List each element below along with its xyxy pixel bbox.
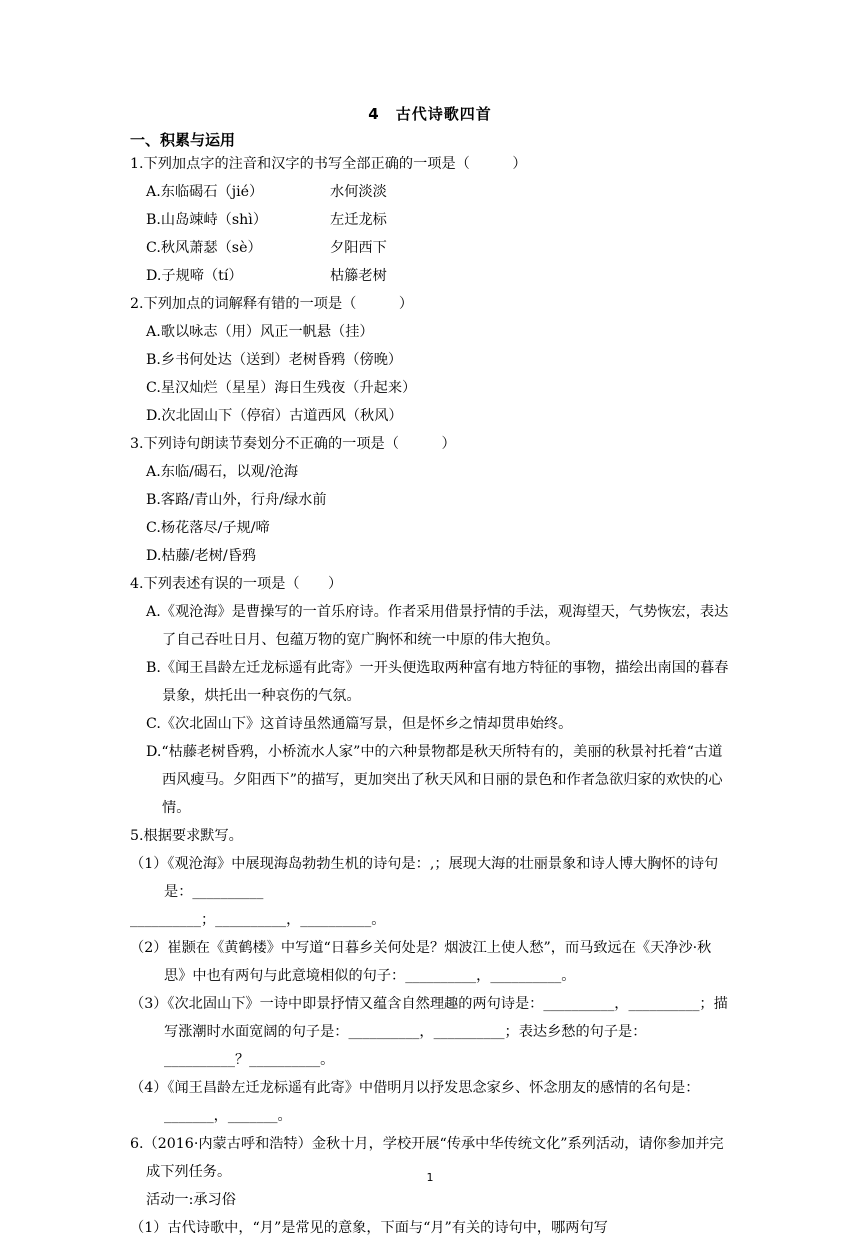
question-6-sub: （1）古代诗歌中，“月”是常见的意象，下面与“月”有关的诗句中，哪两句写 xyxy=(130,1220,608,1236)
question-1-option: D.子规啼（tí） 枯籐老树 xyxy=(146,268,387,284)
question-3-stem: 3.下列诗句朗读节奏划分不正确的一项是（ ） xyxy=(130,436,456,452)
question-5-item: （2）崔颢在《黄鹤楼》中写道“日暮乡关何处是？烟波江上使人愁”，而马致远在《天净沙·秋思》中也有两句与此意境相似的句子：__________，__________。 xyxy=(130,940,712,984)
question-2-stem: 2.下列加点的词解释有错的一项是（ ） xyxy=(130,296,414,312)
question-6-stem: 6.（2016·内蒙古呼和浩特）金秋十月，学校开展“传承中华传统文化”系列活动，请你参加并完成下列任务。 xyxy=(130,1136,724,1180)
question-3-option: A.东临/碣石，以观/沧海 xyxy=(146,464,299,480)
question-2-option: C.星汉灿烂（星星）海日生残夜（升起来） xyxy=(146,380,417,396)
question-2-option: D.次北固山下（停宿）古道西风（秋风） xyxy=(146,408,403,424)
question-3-option: D.枯藤/老树/昏鸦 xyxy=(146,548,257,564)
question-4-option: C.《次北固山下》这首诗虽然通篇写景，但是怀乡之情却贯串始终。 xyxy=(146,716,573,732)
document-body xyxy=(130,150,730,1242)
question-1-option: B.山岛竦峙（shì） 左迁龙标 xyxy=(146,212,387,228)
question-4-option: B.《闻王昌龄左迁龙标遥有此寄》一开头便选取两种富有地方特征的事物，描绘出南国的暮春景象，烘托出一种哀伤的气氛。 xyxy=(146,660,729,704)
question-2-option: A.歌以咏志（用）风正一帆悬（挂） xyxy=(146,324,374,340)
question-3-option: B.客路/青山外，行舟/绿水前 xyxy=(146,492,327,508)
document-title: 4 古代诗歌四首 xyxy=(368,105,492,123)
question-5-item: （4）《闻王昌龄左迁龙标遥有此寄》中借明月以抒发思念家乡、怀念朋友的感情的名句是：_______，_______。 xyxy=(130,1080,700,1124)
section-heading: 一、积累与运用 xyxy=(130,131,236,149)
question-5-item: （3）《次北固山下》一诗中即景抒情又蕴含自然理趣的两句诗是：__________，__________；描写涨潮时水面宽阔的句子是：__________，__________；表达乡愁的句子是：__________？__________。 xyxy=(130,996,728,1068)
question-5-stem: 5.根据要求默写。 xyxy=(130,828,243,844)
activity-heading: 活动一:承习俗 xyxy=(146,1192,236,1208)
question-4-option: A.《观沧海》是曹操写的一首乐府诗。作者采用借景抒情的手法，观海望天，气势恢宏，表达了自己吞吐日月、包蕴万物的宽广胸怀和统一中原的伟大抱负。 xyxy=(146,604,729,648)
question-1-option: C.秋风萧瑟（sè） 夕阳西下 xyxy=(146,240,387,256)
question-1-option: A.东临碣石（jié） 水何淡淡 xyxy=(146,184,387,200)
question-2-option: B.乡书何处达（送到）老树昏鸦（傍晚） xyxy=(146,352,403,368)
question-4-option: D.“枯藤老树昏鸦，小桥流水人家”中的六种景物都是秋天所特有的，美丽的秋景衬托着“古道西风瘦马。夕阳西下”的描写，更加突出了秋天风和日丽的景色和作者急欲归家的欢快的心情。 xyxy=(146,744,723,816)
question-5-item: __________；__________，__________。 xyxy=(130,912,386,928)
question-1-stem: 1.下列加点字的注音和汉字的书写全部正确的一项是（ ） xyxy=(130,156,527,172)
page-number: 1 xyxy=(426,1171,434,1184)
question-3-option: C.杨花落尽/子规/啼 xyxy=(146,520,270,536)
question-5-item: （1）《观沧海》中展现海岛勃勃生机的诗句是：,；展现大海的壮丽景象和诗人博大胸怀的诗句是：__________ xyxy=(130,856,719,900)
question-4-stem: 4.下列表述有误的一项是（ ） xyxy=(130,576,343,592)
